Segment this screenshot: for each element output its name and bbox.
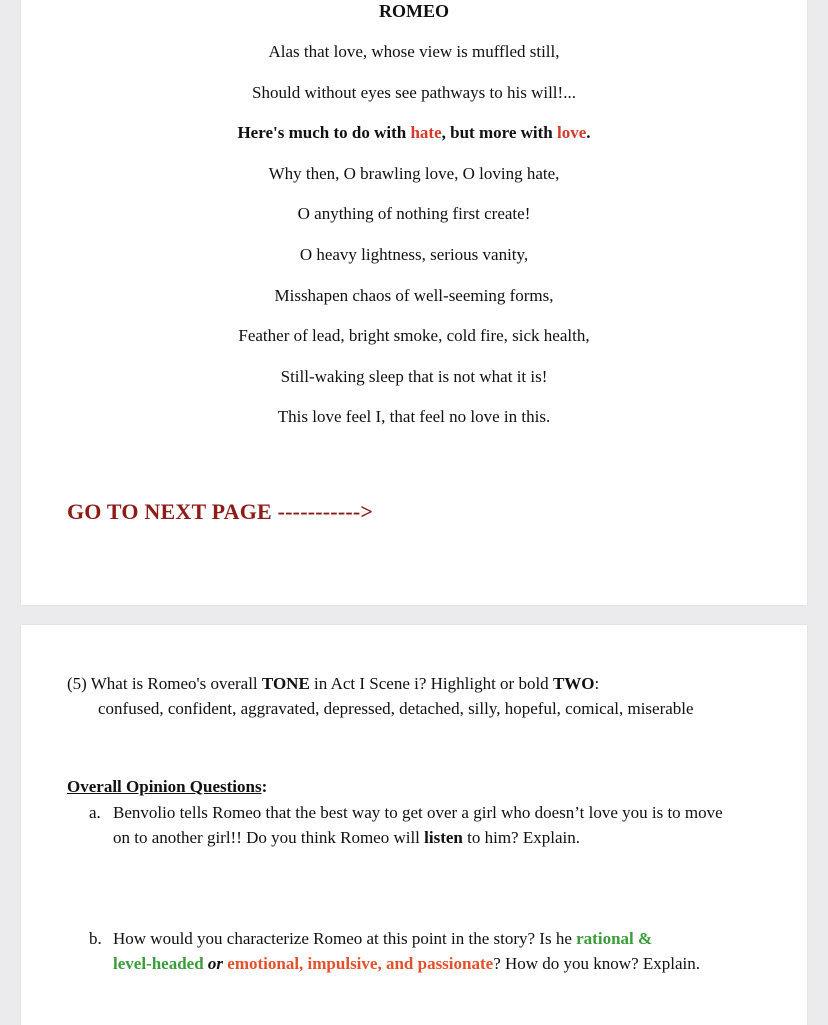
poem-line-7: Feather of lead, bright smoke, cold fire, sick health, <box>238 326 590 345</box>
q5-end: : <box>594 674 600 693</box>
qb-line-1-pre: How would you characterize Romeo at this point in the story? Is he <box>113 929 577 948</box>
qa-line-2 <box>113 825 580 850</box>
q5-tone: TONE <box>261 674 310 693</box>
qb-rational: rational & <box>576 929 653 948</box>
opinion-heading-text: Overall Opinion Questions <box>67 777 262 796</box>
qa-line-2-pre: on to another girl!! Do you think Romeo will <box>113 828 425 847</box>
q5-two: TWO <box>552 674 595 693</box>
qb-line-1 <box>113 926 652 951</box>
qb-marker: b. <box>89 929 102 948</box>
poem-line-6: Misshapen chaos of well-seeming forms, <box>274 286 554 305</box>
poem-line-9: This love feel I, that feel no love in this. <box>277 407 551 426</box>
poem-line-8: Still-waking sleep that is not what it is! <box>280 367 548 386</box>
page-1 <box>21 0 807 605</box>
poem-line-4: O anything of nothing first create! <box>297 204 531 223</box>
qa-line-2-post: to him? Explain. <box>462 828 580 847</box>
opinion-heading <box>67 774 267 799</box>
go-to-next-page: GO TO NEXT PAGE -----------> <box>67 499 374 524</box>
highlight-word-love: love <box>557 123 587 142</box>
qb-line-2-post: ? How do you know? Explain. <box>493 954 700 973</box>
q5-prefix: (5) What is Romeo's overall <box>67 674 262 693</box>
qb-line-2 <box>113 951 700 976</box>
opinion-heading-colon: : <box>261 777 268 796</box>
poem-line-3: Why then, O brawling love, O loving hate, <box>268 164 560 183</box>
qb-emotional: emotional, impulsive, and passionate <box>227 954 494 973</box>
qa-listen: listen <box>424 828 463 847</box>
highlight-part-3: . <box>586 123 591 142</box>
poem-line-highlight <box>21 123 807 143</box>
highlight-part-2: , but more with <box>441 123 558 142</box>
highlight-word-hate: hate <box>410 123 442 142</box>
qa-line-1: Benvolio tells Romeo that the best way to get over a girl who doesn’t love you is to move <box>113 803 723 822</box>
question-5 <box>67 671 599 696</box>
poem-line-5: O heavy lightness, serious vanity, <box>299 245 529 264</box>
q5-options: confused, confident, aggravated, depressed, detached, silly, hopeful, comical, miserable <box>98 699 694 718</box>
qb-or: or <box>203 954 228 973</box>
q5-mid: in Act I Scene i? Highlight or bold <box>309 674 553 693</box>
qa-marker: a. <box>89 803 101 822</box>
speaker-name: ROMEO <box>379 1 449 21</box>
qb-level-headed: level-headed <box>113 954 204 973</box>
page-2 <box>21 625 807 1025</box>
poem-line-2: Should without eyes see pathways to his will!... <box>252 83 576 102</box>
poem-line-1: Alas that love, whose view is muffled still, <box>268 42 560 61</box>
highlight-part-1: Here's much to do with <box>237 123 411 142</box>
